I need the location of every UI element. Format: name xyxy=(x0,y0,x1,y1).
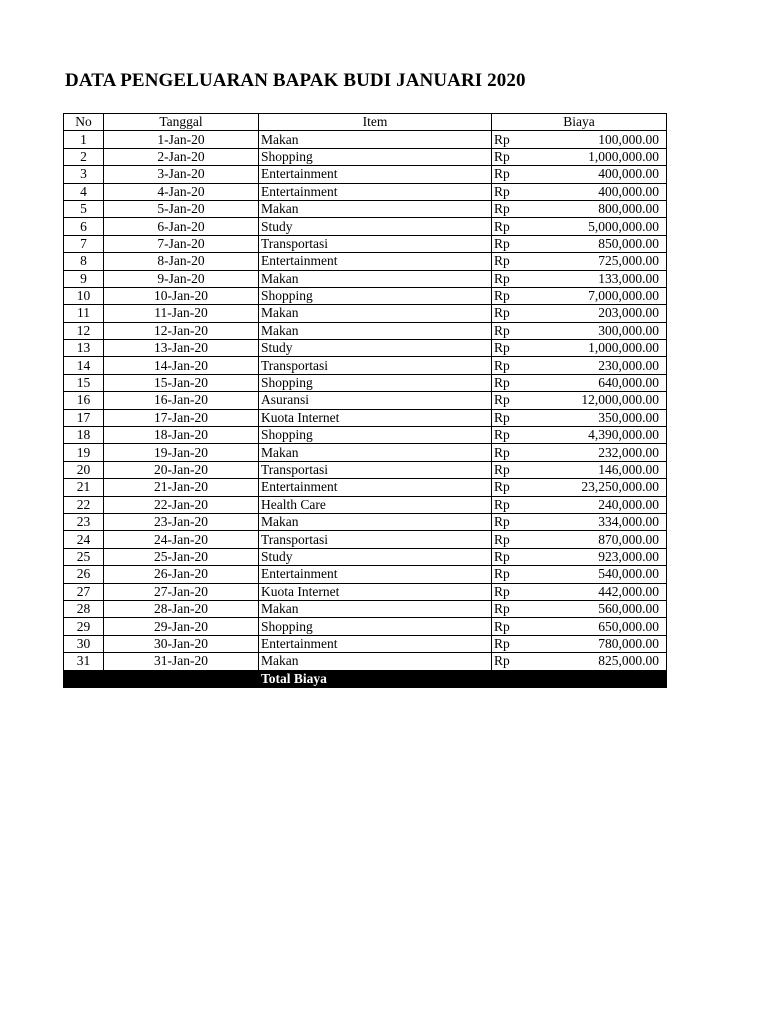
table-row xyxy=(64,600,667,617)
cell-amount: 850,000.00 xyxy=(547,235,667,252)
cell-item: Makan xyxy=(259,600,492,617)
cell-item: Kuota Internet xyxy=(259,583,492,600)
cell-item: Entertainment xyxy=(259,479,492,496)
table-header-row xyxy=(64,114,667,131)
cell-date: 23-Jan-20 xyxy=(104,513,259,530)
cell-amount: 923,000.00 xyxy=(547,548,667,565)
cell-date: 20-Jan-20 xyxy=(104,461,259,478)
cell-no: 21 xyxy=(64,479,104,496)
cell-date: 13-Jan-20 xyxy=(104,340,259,357)
cell-no: 23 xyxy=(64,513,104,530)
cell-item: Transportasi xyxy=(259,357,492,374)
cell-item: Makan xyxy=(259,513,492,530)
cell-amount: 334,000.00 xyxy=(547,513,667,530)
cell-no: 3 xyxy=(64,166,104,183)
cell-item: Kuota Internet xyxy=(259,409,492,426)
cell-no: 5 xyxy=(64,200,104,217)
total-amount xyxy=(547,670,667,687)
cell-item: Makan xyxy=(259,305,492,322)
cell-currency: Rp xyxy=(492,566,547,583)
cell-no: 17 xyxy=(64,409,104,426)
cell-no: 26 xyxy=(64,566,104,583)
cell-amount: 725,000.00 xyxy=(547,253,667,270)
cell-currency: Rp xyxy=(492,357,547,374)
cell-date: 25-Jan-20 xyxy=(104,548,259,565)
table-row xyxy=(64,253,667,270)
cell-date: 8-Jan-20 xyxy=(104,253,259,270)
cell-date: 6-Jan-20 xyxy=(104,218,259,235)
table-row xyxy=(64,392,667,409)
cell-amount: 870,000.00 xyxy=(547,531,667,548)
table-row xyxy=(64,513,667,530)
cell-item: Transportasi xyxy=(259,235,492,252)
cell-amount: 650,000.00 xyxy=(547,618,667,635)
table-row xyxy=(64,131,667,148)
table-row xyxy=(64,409,667,426)
table-row xyxy=(64,653,667,670)
cell-currency: Rp xyxy=(492,131,547,148)
cell-no: 28 xyxy=(64,600,104,617)
table-row xyxy=(64,287,667,304)
cell-currency: Rp xyxy=(492,618,547,635)
cell-amount: 133,000.00 xyxy=(547,270,667,287)
cell-item: Shopping xyxy=(259,618,492,635)
table-row xyxy=(64,496,667,513)
cell-currency: Rp xyxy=(492,340,547,357)
cell-no: 16 xyxy=(64,392,104,409)
cell-amount: 23,250,000.00 xyxy=(547,479,667,496)
table-row xyxy=(64,148,667,165)
cell-currency: Rp xyxy=(492,409,547,426)
cell-currency: Rp xyxy=(492,148,547,165)
cell-date: 17-Jan-20 xyxy=(104,409,259,426)
cell-date: 27-Jan-20 xyxy=(104,583,259,600)
cell-currency: Rp xyxy=(492,322,547,339)
cell-amount: 232,000.00 xyxy=(547,444,667,461)
table-row xyxy=(64,357,667,374)
cell-no: 24 xyxy=(64,531,104,548)
cell-item: Makan xyxy=(259,444,492,461)
cell-date: 21-Jan-20 xyxy=(104,479,259,496)
table-body xyxy=(64,131,667,670)
cell-currency: Rp xyxy=(492,235,547,252)
cell-date: 30-Jan-20 xyxy=(104,635,259,652)
cell-no: 18 xyxy=(64,427,104,444)
cell-item: Shopping xyxy=(259,374,492,391)
cell-currency: Rp xyxy=(492,253,547,270)
total-label: Total Biaya xyxy=(259,670,492,687)
expense-table xyxy=(63,113,667,688)
cell-no: 4 xyxy=(64,183,104,200)
cell-date: 1-Jan-20 xyxy=(104,131,259,148)
cell-amount: 350,000.00 xyxy=(547,409,667,426)
column-header-item: Item xyxy=(259,114,492,131)
table-row xyxy=(64,270,667,287)
cell-currency: Rp xyxy=(492,653,547,670)
cell-date: 10-Jan-20 xyxy=(104,287,259,304)
table-row xyxy=(64,548,667,565)
cell-currency: Rp xyxy=(492,427,547,444)
cell-item: Transportasi xyxy=(259,531,492,548)
cell-currency: Rp xyxy=(492,461,547,478)
table-row xyxy=(64,618,667,635)
column-header-no: No xyxy=(64,114,104,131)
cell-no: 1 xyxy=(64,131,104,148)
cell-currency: Rp xyxy=(492,444,547,461)
table-row xyxy=(64,479,667,496)
cell-no: 12 xyxy=(64,322,104,339)
table-row xyxy=(64,635,667,652)
total-row xyxy=(64,670,667,687)
cell-item: Entertainment xyxy=(259,166,492,183)
cell-no: 31 xyxy=(64,653,104,670)
cell-date: 12-Jan-20 xyxy=(104,322,259,339)
cell-item: Shopping xyxy=(259,427,492,444)
cell-item: Entertainment xyxy=(259,183,492,200)
column-header-date: Tanggal xyxy=(104,114,259,131)
cell-amount: 1,000,000.00 xyxy=(547,340,667,357)
cell-date: 16-Jan-20 xyxy=(104,392,259,409)
cell-no: 8 xyxy=(64,253,104,270)
cell-amount: 560,000.00 xyxy=(547,600,667,617)
cell-no: 30 xyxy=(64,635,104,652)
cell-amount: 400,000.00 xyxy=(547,183,667,200)
cell-currency: Rp xyxy=(492,583,547,600)
cell-item: Makan xyxy=(259,322,492,339)
cell-amount: 203,000.00 xyxy=(547,305,667,322)
table-row xyxy=(64,531,667,548)
cell-currency: Rp xyxy=(492,531,547,548)
cell-item: Makan xyxy=(259,131,492,148)
cell-amount: 146,000.00 xyxy=(547,461,667,478)
table-row xyxy=(64,427,667,444)
cell-amount: 4,390,000.00 xyxy=(547,427,667,444)
cell-currency: Rp xyxy=(492,183,547,200)
cell-date: 22-Jan-20 xyxy=(104,496,259,513)
cell-date: 14-Jan-20 xyxy=(104,357,259,374)
cell-amount: 240,000.00 xyxy=(547,496,667,513)
table-row xyxy=(64,218,667,235)
cell-item: Entertainment xyxy=(259,566,492,583)
cell-no: 22 xyxy=(64,496,104,513)
cell-item: Entertainment xyxy=(259,253,492,270)
cell-amount: 300,000.00 xyxy=(547,322,667,339)
cell-item: Makan xyxy=(259,270,492,287)
cell-currency: Rp xyxy=(492,218,547,235)
table-row xyxy=(64,183,667,200)
cell-amount: 5,000,000.00 xyxy=(547,218,667,235)
cell-amount: 780,000.00 xyxy=(547,635,667,652)
cell-item: Makan xyxy=(259,200,492,217)
table-row xyxy=(64,200,667,217)
cell-date: 19-Jan-20 xyxy=(104,444,259,461)
cell-no: 7 xyxy=(64,235,104,252)
cell-date: 24-Jan-20 xyxy=(104,531,259,548)
cell-currency: Rp xyxy=(492,479,547,496)
cell-date: 28-Jan-20 xyxy=(104,600,259,617)
cell-currency: Rp xyxy=(492,600,547,617)
cell-item: Shopping xyxy=(259,148,492,165)
cell-date: 31-Jan-20 xyxy=(104,653,259,670)
cell-item: Entertainment xyxy=(259,635,492,652)
cell-item: Makan xyxy=(259,653,492,670)
cell-no: 6 xyxy=(64,218,104,235)
cell-currency: Rp xyxy=(492,392,547,409)
cell-currency: Rp xyxy=(492,496,547,513)
cell-no: 15 xyxy=(64,374,104,391)
cell-currency: Rp xyxy=(492,548,547,565)
cell-item: Transportasi xyxy=(259,461,492,478)
cell-amount: 825,000.00 xyxy=(547,653,667,670)
cell-amount: 1,000,000.00 xyxy=(547,148,667,165)
cell-item: Shopping xyxy=(259,287,492,304)
cell-no: 13 xyxy=(64,340,104,357)
cell-no: 10 xyxy=(64,287,104,304)
table-row xyxy=(64,566,667,583)
cell-amount: 7,000,000.00 xyxy=(547,287,667,304)
table-row xyxy=(64,583,667,600)
cell-date: 7-Jan-20 xyxy=(104,235,259,252)
cell-date: 26-Jan-20 xyxy=(104,566,259,583)
cell-date: 3-Jan-20 xyxy=(104,166,259,183)
cell-no: 27 xyxy=(64,583,104,600)
cell-currency: Rp xyxy=(492,166,547,183)
cell-item: Study xyxy=(259,340,492,357)
cell-no: 20 xyxy=(64,461,104,478)
cell-no: 14 xyxy=(64,357,104,374)
cell-currency: Rp xyxy=(492,635,547,652)
cell-no: 9 xyxy=(64,270,104,287)
cell-currency: Rp xyxy=(492,513,547,530)
cell-item: Study xyxy=(259,548,492,565)
cell-amount: 442,000.00 xyxy=(547,583,667,600)
table-row xyxy=(64,235,667,252)
table-row xyxy=(64,374,667,391)
cell-date: 9-Jan-20 xyxy=(104,270,259,287)
cell-item: Study xyxy=(259,218,492,235)
cell-item: Asuransi xyxy=(259,392,492,409)
total-empty-date xyxy=(104,670,259,687)
cell-no: 19 xyxy=(64,444,104,461)
cell-currency: Rp xyxy=(492,200,547,217)
cell-date: 15-Jan-20 xyxy=(104,374,259,391)
cell-date: 11-Jan-20 xyxy=(104,305,259,322)
table-row xyxy=(64,461,667,478)
total-empty-currency xyxy=(492,670,547,687)
table-row xyxy=(64,340,667,357)
cell-amount: 640,000.00 xyxy=(547,374,667,391)
table-row xyxy=(64,444,667,461)
cell-no: 2 xyxy=(64,148,104,165)
cell-no: 29 xyxy=(64,618,104,635)
cell-currency: Rp xyxy=(492,374,547,391)
cell-date: 2-Jan-20 xyxy=(104,148,259,165)
cell-currency: Rp xyxy=(492,305,547,322)
total-empty-no xyxy=(64,670,104,687)
cell-no: 11 xyxy=(64,305,104,322)
cell-amount: 230,000.00 xyxy=(547,357,667,374)
table-row xyxy=(64,166,667,183)
cell-amount: 540,000.00 xyxy=(547,566,667,583)
cell-currency: Rp xyxy=(492,287,547,304)
cell-amount: 12,000,000.00 xyxy=(547,392,667,409)
cell-item: Health Care xyxy=(259,496,492,513)
cell-amount: 100,000.00 xyxy=(547,131,667,148)
cell-amount: 800,000.00 xyxy=(547,200,667,217)
column-header-cost: Biaya xyxy=(492,114,667,131)
cell-no: 25 xyxy=(64,548,104,565)
cell-currency: Rp xyxy=(492,270,547,287)
cell-amount: 400,000.00 xyxy=(547,166,667,183)
table-row xyxy=(64,322,667,339)
cell-date: 4-Jan-20 xyxy=(104,183,259,200)
cell-date: 29-Jan-20 xyxy=(104,618,259,635)
table-row xyxy=(64,305,667,322)
cell-date: 18-Jan-20 xyxy=(104,427,259,444)
page-title: DATA PENGELUARAN BAPAK BUDI JANUARI 2020 xyxy=(65,70,526,91)
cell-date: 5-Jan-20 xyxy=(104,200,259,217)
